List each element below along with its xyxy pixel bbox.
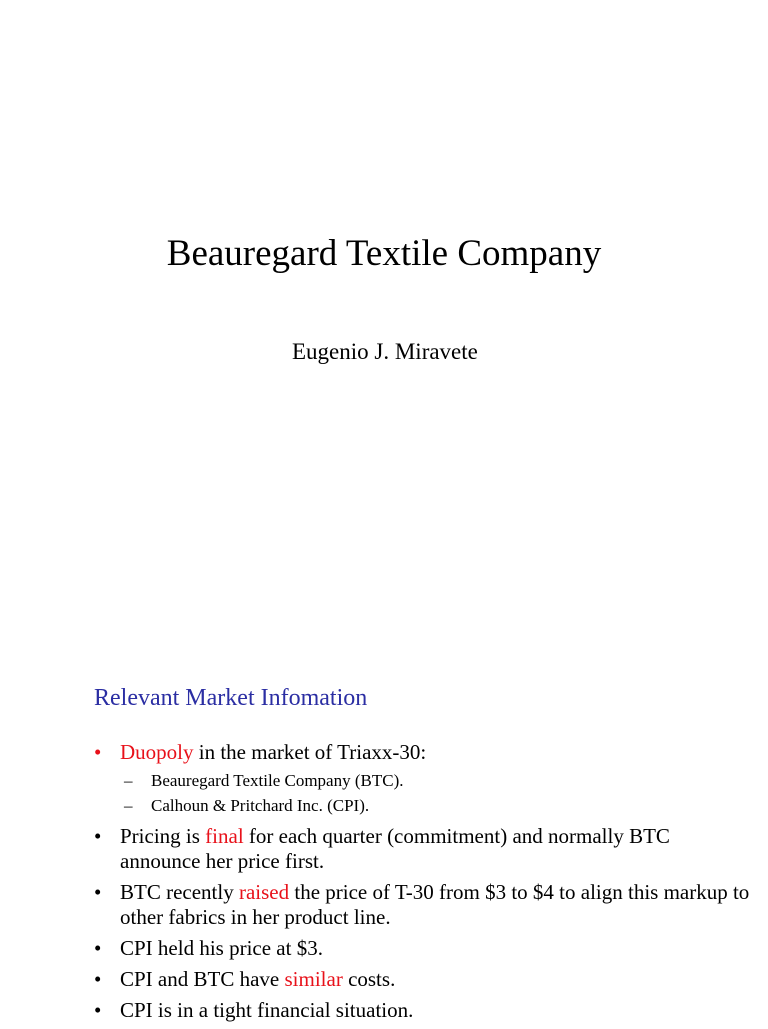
bullet-item: [94, 936, 754, 961]
bullet-marker: •: [94, 967, 102, 991]
bullet-text-segment: for each quarter (commitment) and normally BTC announce her price first.: [120, 824, 670, 873]
bullet-text: [120, 967, 395, 991]
bullet-text-segment: Pricing is: [120, 824, 206, 848]
bullet-text-segment: CPI held his price at $3.: [120, 936, 323, 960]
sub-bullet-list: [120, 768, 754, 818]
highlighted-term: final: [205, 824, 244, 848]
bullet-marker: •: [94, 824, 102, 848]
bullet-text-segment: in the market of Triaxx-30:: [193, 740, 427, 764]
sub-bullet-text: Calhoun & Pritchard Inc. (CPI).: [151, 796, 370, 815]
bullet-text: [120, 824, 670, 873]
author-name: Eugenio J. Miravete: [292, 339, 478, 364]
section-title: Relevant Market Infomation: [94, 685, 368, 711]
bullet-marker: •: [94, 880, 102, 904]
bullet-text: [120, 740, 426, 764]
sub-bullet-marker: –: [124, 771, 133, 790]
sub-bullet-item: [120, 768, 754, 793]
bullet-text: [120, 998, 413, 1022]
highlighted-term: raised: [238, 880, 290, 904]
bullet-marker: •: [94, 936, 102, 960]
sub-bullet-marker: –: [124, 796, 133, 815]
bullet-marker: •: [94, 740, 102, 764]
bullet-text: [120, 880, 749, 929]
bullet-list: [94, 740, 754, 1029]
bullet-item: [94, 998, 754, 1023]
bullet-text-segment: the price of T-30 from $3 to $4 to align this markup to other fabrics in her product line.: [120, 880, 750, 929]
bullet-text-segment: CPI and BTC have: [120, 967, 285, 991]
bullet-marker: •: [94, 998, 102, 1022]
bullet-text-segment: costs.: [342, 967, 396, 991]
sub-bullet-text: Beauregard Textile Company (BTC).: [151, 771, 404, 790]
bullet-item: [94, 824, 754, 874]
bullet-item: [94, 967, 754, 992]
bullet-item: [94, 740, 754, 818]
slide-title: Beauregard Textile Company: [166, 233, 602, 274]
highlighted-term: similar: [284, 967, 343, 991]
highlighted-term: Duopoly: [120, 740, 194, 764]
bullet-text-segment: BTC recently: [120, 880, 239, 904]
bullet-item: [94, 880, 754, 930]
sub-bullet-item: [120, 793, 754, 818]
bullet-text: [120, 936, 323, 960]
bullet-text-segment: CPI is in a tight financial situation.: [120, 998, 414, 1022]
